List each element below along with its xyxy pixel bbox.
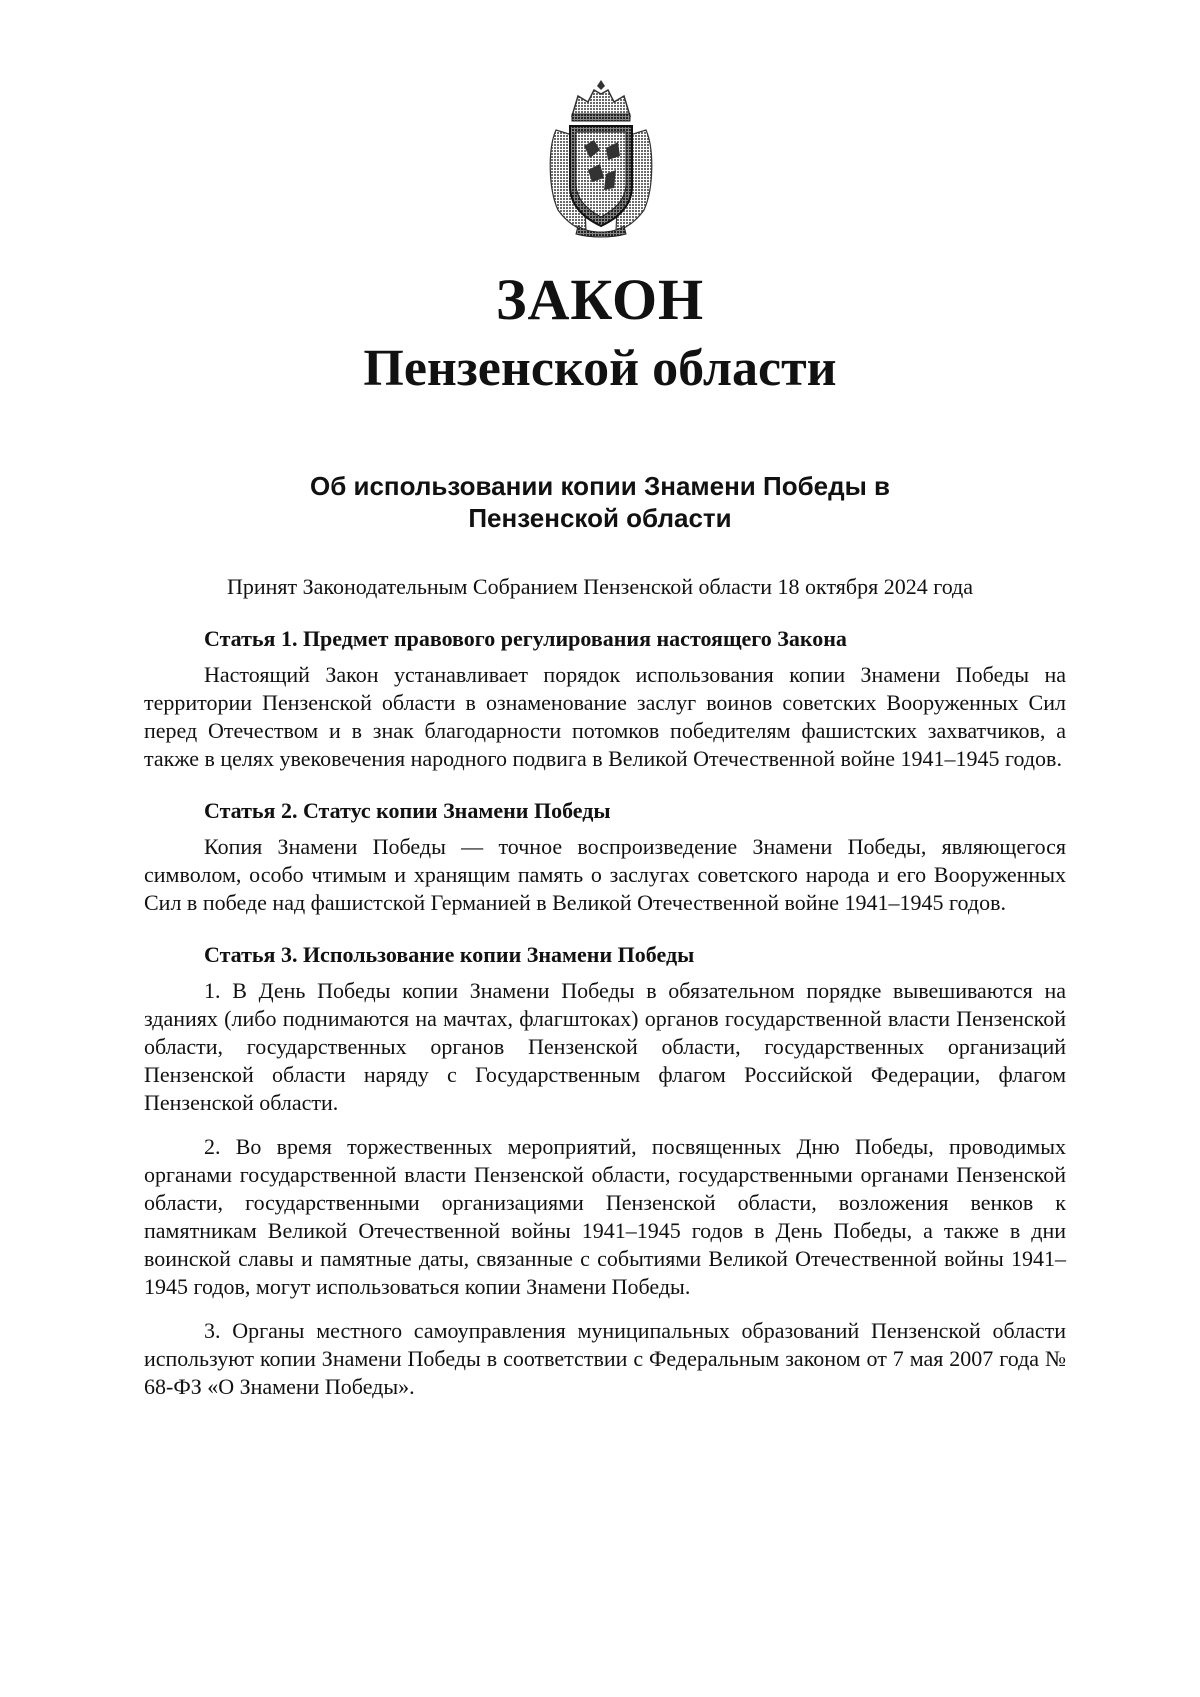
article-1-paragraph: Настоящий Закон устанавливает порядок использования копии Знамени Победы на территории Пензенской области в ознаменование заслуг воинов советских Вооруженных Сил перед Отечеством и в знак благодарности потомков победителям фашистских захватчиков, а также в целях увековечения народного подвига в Великой Отечественной войне 1941–1945 годов. (144, 662, 1066, 771)
document-title: ЗАКОН (495, 267, 705, 332)
article-3-paragraph-2: 2. Во время торжественных мероприятий, посвященных Дню Победы, проводимых органами государственной власти Пензенской области, государственными органами Пензенской области, государственными организациями Пензенской области, возложения венков к памятникам Великой Отечественной войны 1941–1945 годов в День Победы, а также в дни воинской славы и памятные даты, связанные с событиями Великой Отечественной войны 1941–1945 годов, могут использоваться копии Знамени Победы. (144, 1134, 1066, 1299)
article-2-heading: Статья 2. Статус копии Знамени Победы (204, 798, 611, 823)
law-name: Об использовании копии Знамени Победы в Пензенской области (309, 471, 891, 533)
article-2-paragraph: Копия Знамени Победы — точное воспроизведение Знамени Победы, являющегося символом, особо чтимым и хранящим память о заслугах советского народа и его Вооруженных Сил в победе над фашистской Германией в Великой Отечественной войне 1941–1945 годов. (144, 834, 1066, 915)
article-3-paragraph-1: 1. В День Победы копии Знамени Победы в обязательном порядке вывешиваются на зданиях (либо поднимаются на мачтах, флагштоках) органов государственной власти Пензенской области, государственных органов Пензенской области, государственных организаций Пензенской области наряду с Государственным флагом Российской Федерации, флагом Пензенской области. (144, 978, 1066, 1115)
article-3-heading: Статья 3. Использование копии Знамени Победы (204, 942, 695, 967)
article-1-heading: Статья 1. Предмет правового регулирования настоящего Закона (204, 626, 847, 651)
adoption-note: Принят Законодательным Собранием Пензенской области 18 октября 2024 года (226, 574, 974, 599)
article-3-paragraph-3: 3. Органы местного самоуправления муниципальных образований Пензенской области используют копии Знамени Победы в соответствии с Федеральным законом от 7 мая 2007 года № 68-ФЗ «О Знамени Победы». (144, 1318, 1066, 1399)
document-region: Пензенской области (363, 340, 837, 397)
law-body (144, 625, 1066, 1417)
coat-of-arms-icon (542, 78, 660, 238)
